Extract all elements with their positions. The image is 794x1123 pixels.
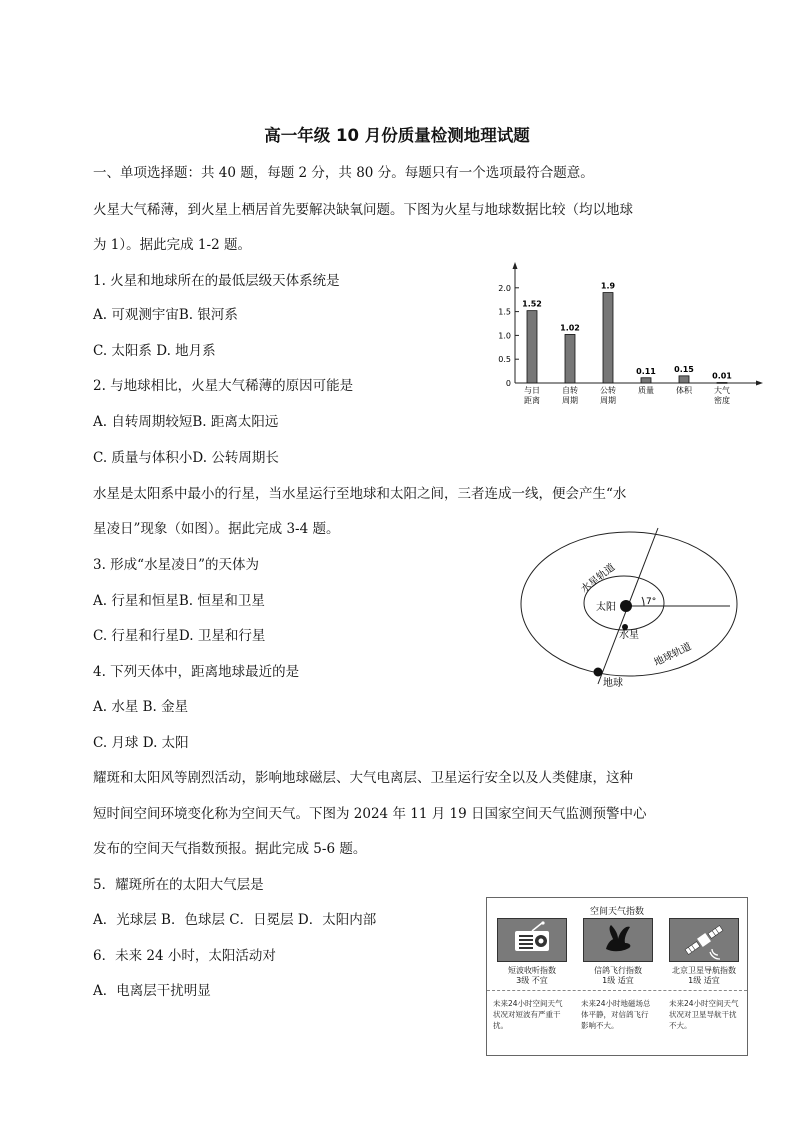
sun-dot (620, 600, 632, 612)
pigeon-icon (584, 919, 652, 961)
radio-icon-box (497, 918, 567, 962)
satellite-icon (670, 919, 738, 961)
question-4-stem: 4. 下列天体中，距离地球最近的是 (93, 664, 300, 680)
x-tick-label: 质量 (638, 386, 654, 395)
radio-index-label: 短波收听指数 3级 不宜 (508, 966, 556, 985)
satellite-index-label: 北京卫星导航指数 1级 适宜 (672, 966, 736, 985)
earth-dot (594, 668, 603, 677)
x-tick-label: 与日 (524, 386, 540, 395)
earth-orbit-label: 地球轨道 (652, 641, 694, 669)
page-title: 高一年级 10 月份质量检测地理试题 (264, 126, 530, 145)
question-2-stem: 2. 与地球相比，火星大气稀薄的原因可能是 (93, 378, 354, 394)
y-axis-arrow (513, 262, 518, 269)
passage-1-line-1: 火星大气稀薄，到火星上栖居首先要解决缺氧问题。下图为火星与地球数据比较（均以地球 (93, 202, 633, 218)
y-tick-label: 1.0 (498, 331, 511, 341)
satellite-index-description: 未来24小时空间天气状况对卫星导航干扰不大。 (669, 999, 739, 1030)
data-label: 0.15 (674, 364, 694, 374)
question-1-stem: 1. 火星和地球所在的最低层级天体系统是 (93, 273, 340, 289)
x-tick-label: 大气 (714, 386, 730, 395)
question-1-options-cd: C. 太阳系 D. 地月系 (93, 343, 216, 359)
x-tick-label: 自转 (562, 386, 578, 395)
radio-index-description: 未来24小时空间天气状况对短波有严重干扰。 (493, 999, 563, 1030)
sun-label: 太阳 (596, 602, 616, 613)
question-2-options-ab: A. 自转周期较短B. 距离太阳远 (93, 414, 279, 430)
data-label: 0.01 (712, 371, 732, 381)
question-6-stem: 6．未来 24 小时，太阳活动对 (93, 948, 276, 964)
y-tick-label: 1.5 (498, 307, 511, 317)
satellite-icon-box (669, 918, 739, 962)
mars-earth-bar-chart (486, 258, 766, 408)
mercury-label: 水星 (619, 630, 639, 641)
question-1-options-ab: A. 可观测宇宙B. 银河系 (93, 307, 238, 323)
passage-3-line-1: 耀斑和太阳风等剧烈活动，影响地球磁层、大气电离层、卫星运行安全以及人类健康，这种 (93, 770, 633, 786)
x-tick-label: 周期 (562, 396, 578, 405)
section-instructions: 一、单项选择题：共 40 题，每题 2 分，共 80 分。每题只有一个选项最符合题意。 (93, 165, 594, 181)
x-tick-label: 体积 (676, 386, 692, 395)
space-weather-title: 空间天气指数 (589, 907, 644, 917)
data-label: 1.52 (522, 299, 542, 309)
pigeon-index-description: 未来24小时地磁场总体平静，对信鸽飞行影响不大。 (581, 999, 651, 1030)
passage-3-line-3: 发布的空间天气指数预报。据此完成 5-6 题。 (93, 841, 367, 857)
pigeon-index-label: 信鸽飞行指数 1级 适宜 (594, 966, 642, 985)
x-tick-label: 密度 (714, 396, 730, 405)
bar (565, 334, 575, 383)
question-2-options-cd: C. 质量与体积小D. 公转周期长 (93, 450, 279, 466)
question-3-options-ab: A. 行星和恒星B. 恒星和卫星 (93, 593, 265, 609)
pigeon-icon-box (583, 918, 653, 962)
x-axis-arrow (756, 381, 763, 386)
angle-arc (642, 597, 644, 606)
x-tick-label: 公转 (600, 386, 616, 395)
bar (603, 293, 613, 383)
data-label: 1.9 (600, 281, 616, 291)
radio-icon (498, 919, 566, 961)
passage-1-line-2: 为 1）。据此完成 1-2 题。 (93, 237, 251, 253)
y-tick-label: 0.5 (498, 355, 511, 365)
passage-2-line-2: 星凌日”现象（如图）。据此完成 3-4 题。 (93, 521, 340, 537)
bar (641, 378, 651, 383)
y-tick-label: 2.0 (498, 283, 511, 293)
passage-2-line-1: 水星是太阳系中最小的行星，当水星运行至地球和太阳之间，三者连成一线，便会产生“水 (93, 486, 627, 502)
question-3-options-cd: C. 行星和行星D. 卫星和行星 (93, 628, 266, 644)
question-4-options-ab: A. 水星 B. 金星 (93, 699, 189, 715)
question-4-options-cd: C. 月球 D. 太阳 (93, 735, 189, 751)
panel-divider (487, 990, 747, 991)
mercury-transit-diagram (512, 526, 762, 696)
data-label: 1.02 (560, 323, 580, 333)
x-tick-label: 周期 (600, 396, 616, 405)
passage-3-line-2: 短时间空间环境变化称为空间天气。下图为 2024 年 11 月 19 日国家空间天气监测预警中心 (93, 806, 647, 822)
bar (717, 383, 727, 384)
question-5-options: A．光球层 B．色球层 C．日冕层 D．太阳内部 (93, 912, 377, 928)
x-tick-label: 距离 (524, 396, 540, 405)
question-3-stem: 3. 形成“水星凌日”的天体为 (93, 557, 259, 573)
mercury-orbit-label: 水星轨道 (579, 562, 618, 596)
y-tick-label: 0 (505, 379, 511, 388)
angle-label: 7° (646, 597, 657, 607)
space-weather-panel (486, 897, 748, 1056)
question-5-stem: 5．耀斑所在的太阳大气层是 (93, 877, 264, 893)
data-label: 0.11 (636, 366, 656, 376)
bar (679, 376, 689, 383)
bar (527, 311, 537, 383)
question-6-option-a: A．电离层干扰明显 (93, 983, 211, 999)
earth-label: 地球 (603, 678, 623, 689)
